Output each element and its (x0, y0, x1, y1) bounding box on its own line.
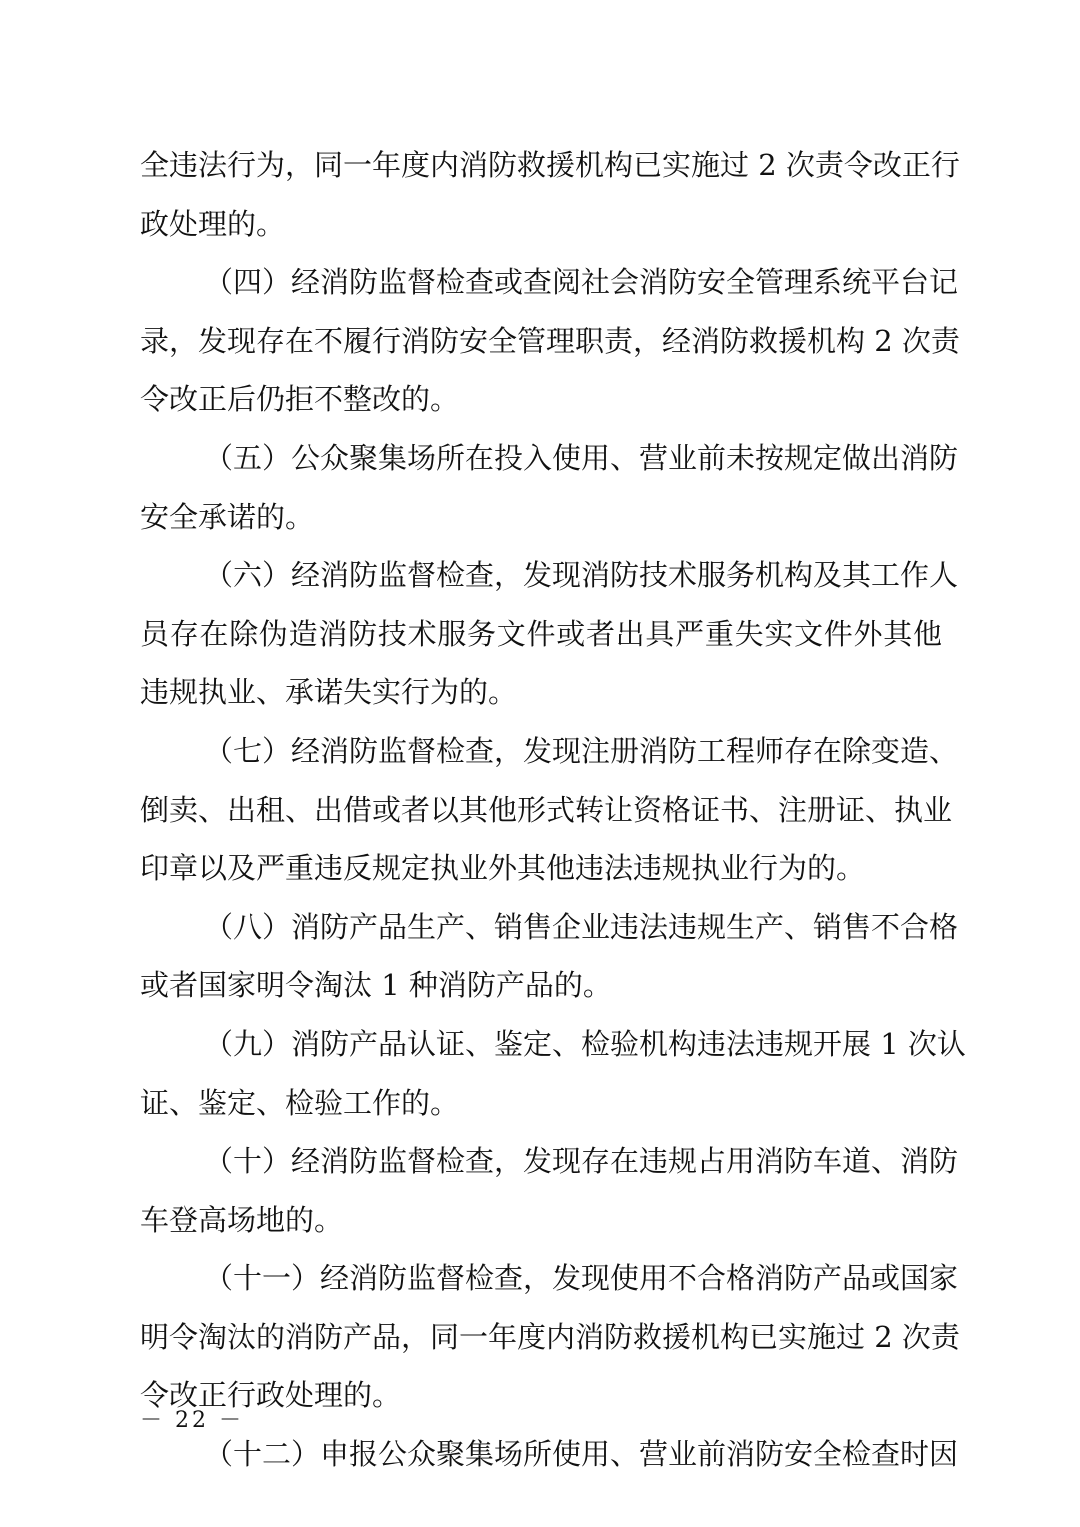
paragraph-start-line: （九）消防产品认证、鉴定、检验机构违法违规开展 1 次认 (204, 1026, 966, 1061)
text-line: 车登高场地的。 (140, 1202, 344, 1237)
text-line: 印章以及严重违反规定执业外其他违法违规执业行为的。 (140, 851, 866, 886)
paragraph-start-line: （八）消防产品生产、销售企业违法违规生产、销售不合格 (204, 909, 959, 944)
paragraph-start-line: （六）经消防监督检查，发现消防技术服务机构及其工作人 (204, 558, 959, 593)
paragraph-start-line: （十一）经消防监督检查，发现使用不合格消防产品或国家 (204, 1261, 959, 1296)
paragraph-start-line: （十二）申报公众聚集场所使用、营业前消防安全检查时因 (204, 1437, 959, 1472)
text-line: 证、鉴定、检验工作的。 (140, 1085, 460, 1120)
text-line: 或者国家明令淘汰 1 种消防产品的。 (140, 968, 612, 1003)
paragraph-start-line: （四）经消防监督检查或查阅社会消防安全管理系统平台记 (204, 265, 959, 300)
text-line: 令改正行政处理的。 (140, 1378, 402, 1413)
paragraph-start-line: （十）经消防监督检查，发现存在违规占用消防车道、消防 (204, 1144, 959, 1179)
text-line: 令改正后仍拒不整改的。 (140, 382, 460, 417)
text-line: 倒卖、出租、出借或者以其他形式转让资格证书、注册证、执业 (140, 792, 953, 827)
page-number: － 22 － (140, 1408, 244, 1433)
text-line: 录，发现存在不履行消防安全管理职责，经消防救援机构 2 次责 (140, 323, 960, 358)
text-line: 员存在除伪造消防技术服务文件或者出具严重失实文件外其他 (140, 616, 942, 651)
text-line: 安全承诺的。 (140, 499, 315, 534)
text-line: 违规执业、承诺失实行为的。 (140, 675, 518, 710)
document-body (140, 136, 966, 1484)
text-line: 明令淘汰的消防产品，同一年度内消防救援机构已实施过 2 次责 (140, 1319, 960, 1354)
paragraph-start-line: （五）公众聚集场所在投入使用、营业前未按规定做出消防 (204, 440, 959, 475)
text-line: 政处理的。 (140, 206, 286, 241)
paragraph-start-line: （七）经消防监督检查，发现注册消防工程师存在除变造、 (204, 733, 959, 768)
text-line: 全违法行为，同一年度内消防救援机构已实施过 2 次责令改正行 (140, 148, 960, 182)
